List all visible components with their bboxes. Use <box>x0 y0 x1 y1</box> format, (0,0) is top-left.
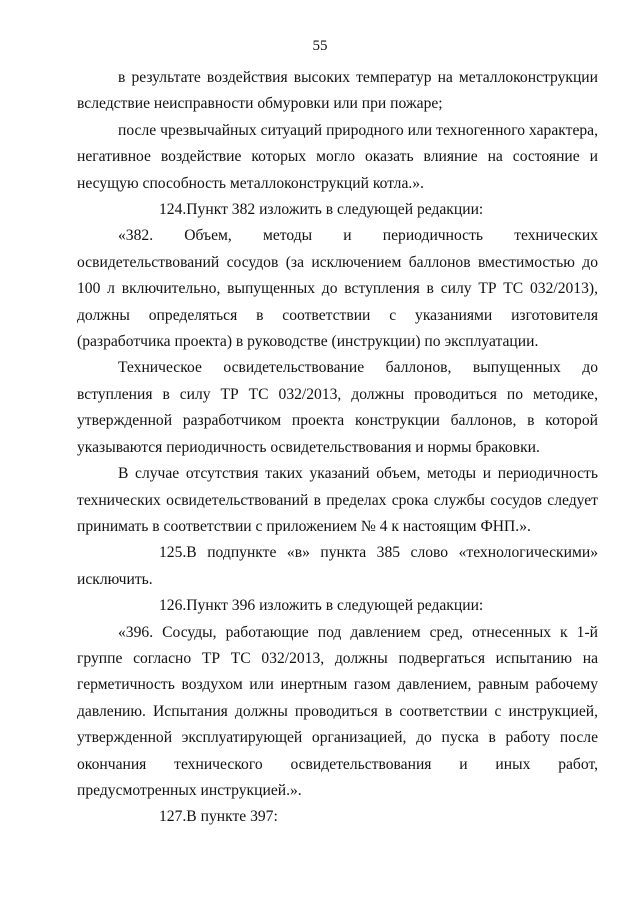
item-number: 127. <box>159 808 187 826</box>
paragraph-text: «396. Сосуды, работающие под давлением сред, отнесенных к 1-й группе согласно ТР ТС 032/2013, должны подвергаться испытанию на герметичность воздухом или инертным газом давлением, равным рабочему давлению. Испытания должны проводиться в соответствии с инструкцией, утвержденной эксплуатирующей организацией, до пуска в работу после окончания технического освидетельствования и иных работ, предусмотренных инструкцией.». <box>77 623 598 799</box>
item-125 <box>77 540 598 593</box>
item-number: 126. <box>159 597 187 615</box>
item-127 <box>77 804 598 830</box>
paragraph-text: Пункт 396 изложить в следующей редакции: <box>186 597 484 615</box>
item-number: 125. <box>159 544 187 562</box>
paragraph-emergency <box>77 118 598 197</box>
paragraph-cylinder-inspection <box>77 355 598 461</box>
paragraph-text: В подпункте «в» пункта 385 слово «технологическими» исключить. <box>77 544 598 588</box>
paragraph-text: В случае отсутствия таких указаний объем, методы и периодичность технических освидетельствований в пределах срока службы сосудов следует принимать в соответствии с приложением № 4 к настоящим ФНП.». <box>77 465 598 535</box>
paragraph-text: «382. Объем, методы и периодичность технических освидетельствований сосудов (за исключением баллонов вместимостью до 100 л включительно, выпущенных до вступления в силу ТР ТС 032/2013), должны определяться в соответствии с указаниями изготовителя (разработчика проекта) в руководстве (инструкции) по эксплуатации. <box>77 227 598 351</box>
page-number: 55 <box>312 38 328 54</box>
paragraph-high-temperature <box>77 65 598 118</box>
paragraph-text: Техническое освидетельствование баллонов, выпущенных до вступления в силу ТР ТС 032/2013, должны проводиться по методике, утвержденной разработчиком проекта конструкции баллонов, в которой указываются периодичность освидетельствования и нормы браковки. <box>77 359 598 456</box>
paragraph-396 <box>77 620 598 805</box>
document-body <box>77 65 598 831</box>
item-126 <box>77 593 598 619</box>
paragraph-text: Пункт 382 изложить в следующей редакции: <box>186 201 484 219</box>
paragraph-absence-of-instructions <box>77 461 598 540</box>
item-124 <box>77 197 598 223</box>
paragraph-text: В пункте 397: <box>186 808 278 826</box>
paragraph-text: в результате воздействия высоких температур на металлоконструкции вследствие неисправности обмуровки или при пожаре; <box>77 69 598 113</box>
paragraph-text: после чрезвычайных ситуаций природного или техногенного характера, негативное воздействие которых могло оказать влияние на состояние и несущую способность металлоконструкций котла.». <box>77 121 598 192</box>
paragraph-382 <box>77 223 598 355</box>
item-number: 124. <box>159 201 187 219</box>
